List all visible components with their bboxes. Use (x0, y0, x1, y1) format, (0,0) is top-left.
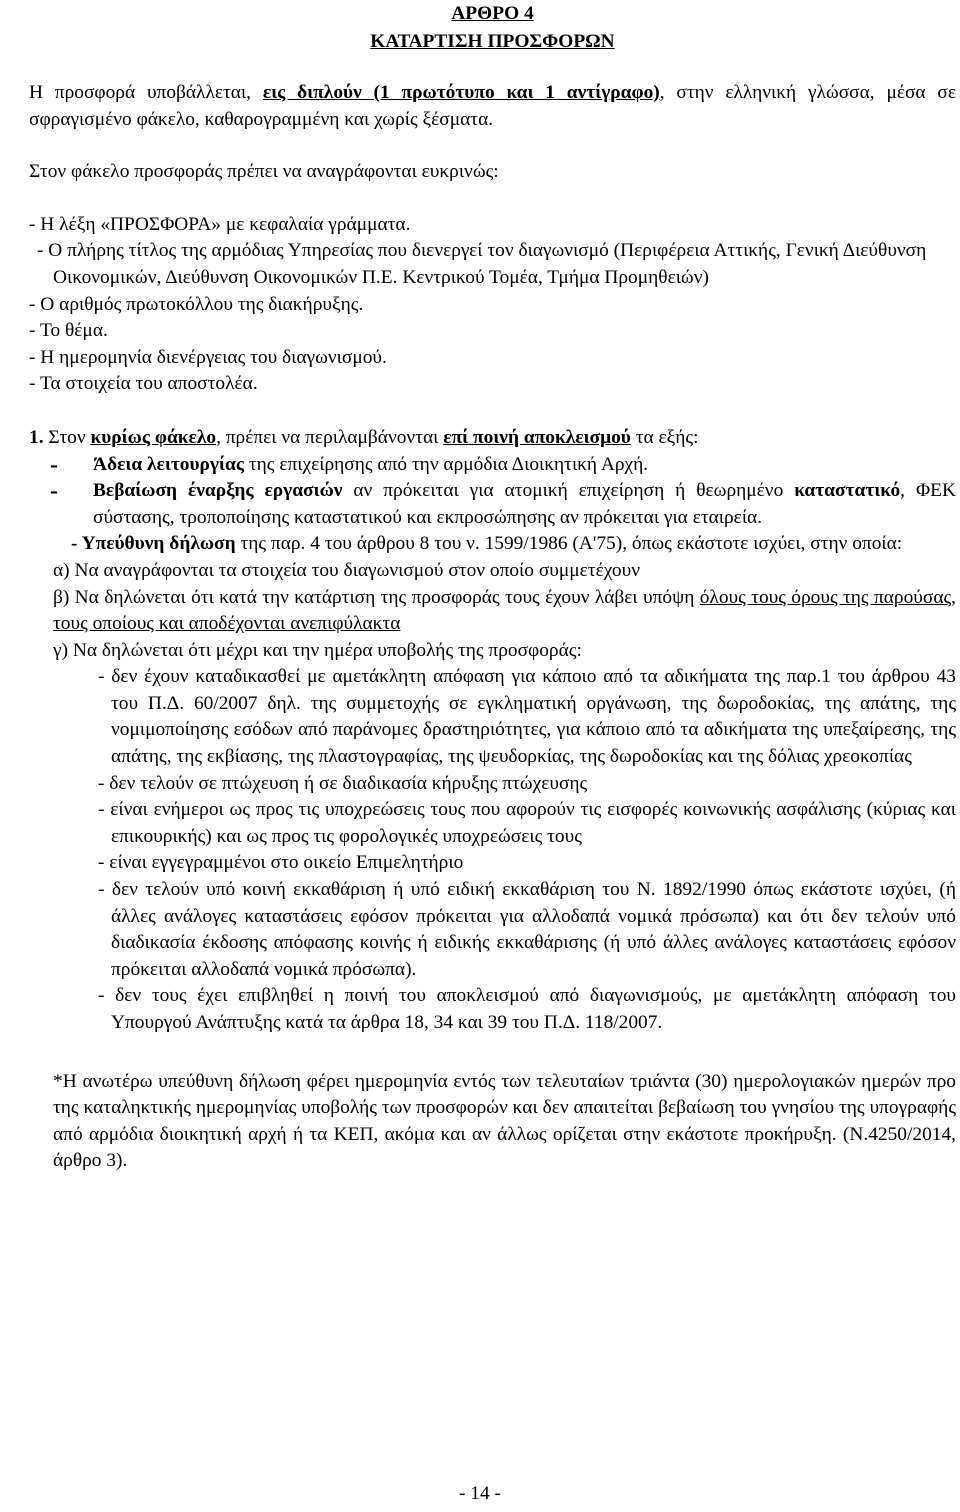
section-1-intro: 1. Στον κυρίως φάκελο, πρέπει να περιλαμβάνονται επί ποινή αποκλεισμού τα εξής: (29, 426, 699, 448)
requirement-start-certificate: - Βεβαίωση έναρξης εργασιών αν πρόκειται για ατομική επιχείρηση ή θεωρημένο καταστατικό, ΦΕΚ σύστασης, τροποποίησης καταστατικού και εκπροσώπησης αν πρόκειται για εταιρεία. (29, 478, 956, 531)
declaration-alpha: α) Να αναγράφονται τα στοιχεία του διαγωνισμού στον οποίο συμμετέχουν (53, 559, 640, 581)
envelope-item-sender: - Τα στοιχεία του αποστολέα. (29, 373, 258, 395)
intro-copies-emphasis: εις διπλούν (1 πρωτότυπο και 1 αντίγραφο) (262, 82, 660, 103)
envelope-item-authority: - Ο πλήρης τίτλος της αρμόδιας Υπηρεσίας που διενεργεί τον διαγωνισμό (Περιφέρεια Αττικής, Γενική Διεύθυνση Οικονομικών, Διεύθυνση Οικονομικών Π.Ε. Κεντρικού Τομέα, Τμήμα Προμηθειών) (37, 240, 927, 288)
requirement-declaration: - Υπεύθυνη δήλωση της παρ. 4 του άρθρου 8 του ν. 1599/1986 (Α'75), όπως εκάστοτε ισχύει, στην οποία: (71, 533, 903, 555)
page-number: - 14 - (458, 1483, 501, 1504)
declaration-gamma: γ) Να δηλώνεται ότι μέχρι και την ημέρα υποβολής της προσφοράς: (53, 639, 582, 661)
declaration-subitem: - είναι ενήμεροι ως προς τις υποχρεώσεις τους που αφορούν τις εισφορές κοινωνικής ασφάλισης (κύριας και επικουρικής) και ως προς τις φορολογικές υποχρεώσεις τους (98, 799, 956, 847)
declaration-subitem: - δεν έχουν καταδικασθεί με αμετάκλητη απόφαση για κάποιο από τα αδικήματα της παρ.1 του άρθρου 43 του Π.Δ. 60/2007 δηλ. της συμμετοχής σε εγκληματική οργάνωση, της δωροδοκίας, της απάτης, της νομιμοποίησης εσόδων από παράνομες δραστηριότητες, για κάποιο από τα αδικήματα της υπεξαίρεσης, της απάτης, της εκβίασης, της πλαστογραφίας, της ψευδορκίας, της δωροδοκίας και της δόλιας χρεοκοπίας (98, 666, 956, 768)
article-heading (29, 0, 956, 56)
declaration-subitem: - είναι εγγεγραμμένοι στο οικείο Επιμελητήριο (98, 852, 464, 874)
declaration-subitem: - δεν τελούν υπό κοινή εκκαθάριση ή υπό ειδική εκκαθάριση του Ν. 1892/1990 όπως εκάστοτε ισχύει, (ή άλλες ανάλογες καταστάσεις εφόσον πρόκειται για αλλοδαπά νομικά πρόσωπα) και ότι δεν τελούν υπό διαδικασία έκδοσης απόφασης κοινής ή ειδικής εκκαθάρισης (ή υπό άλλες ανάλογες καταστάσεις εφόσον πρόκειται αλλοδαπά νομικά πρόσωπα). (98, 879, 956, 980)
requirement-license: - Άδεια λειτουργίας της επιχείρησης από την αρμόδια Διοικητική Αρχή. (29, 452, 956, 479)
declaration-subitem: - δεν τους έχει επιβληθεί η ποινή του αποκλεισμού από διαγωνισμούς, με αμετάκλητη απόφαση του Υπουργού Ανάπτυξης κατά τα άρθρα 18, 34 και 39 του Π.Δ. 118/2007. (98, 985, 956, 1033)
envelope-item-word: - Η λέξη «ΠΡΟΣΦΟΡΑ» με κεφαλαία γράμματα. (29, 213, 411, 235)
intro-paragraph (29, 80, 956, 133)
beta-underlined-terms: όλους τους όρους της παρούσας, τους οποίους και αποδέχονται ανεπιφύλακτα (53, 586, 957, 635)
envelope-item-date: - Η ημερομηνία διενέργειας του διαγωνισμού. (29, 346, 387, 368)
main-envelope-emphasis: κυρίως φάκελο (90, 426, 217, 448)
exclusion-emphasis: επί ποινή αποκλεισμού (443, 426, 631, 448)
section-1-number: 1. (29, 426, 44, 448)
dash-marker: - (50, 478, 58, 505)
declaration-note: *Η ανωτέρω υπεύθυνη δήλωση φέρει ημερομηνία εντός των τελευταίων τριάντα (30) ημερολογιακών ημερών προ της καταληκτικής ημερομηνίας υποβολής των προσφορών και δεν απαιτείται βεβαίωση του γνησίου της υπογραφής από αρμόδια διοικητική αρχή ή τα ΚΕΠ, ακόμα και αν άλλως ορίζεται στην εκάστοτε προκήρυξη. (Ν.4250/2014, άρθρο 3). (53, 1070, 956, 1172)
article-subtitle: ΚΑΤΑΡΤΙΣΗ ΠΡΟΣΦΟΡΩΝ (370, 31, 615, 52)
document-page (29, 0, 956, 1175)
envelope-heading: Στον φάκελο προσφοράς πρέπει να αναγράφονται ευκρινώς: (29, 161, 499, 183)
article-title: ΑΡΘΡΟ 4 (451, 3, 534, 24)
declaration-subitem: - δεν τελούν σε πτώχευση ή σε διαδικασία κήρυξης πτώχευσης (98, 772, 588, 794)
intro-text-a: Η προσφορά υποβάλλεται, (29, 82, 263, 103)
dash-marker: - (50, 451, 58, 478)
envelope-item-subject: - Το θέμα. (29, 320, 108, 342)
declaration-beta: β) Να δηλώνεται ότι κατά την κατάρτιση της προσφοράς τους έχουν λάβει υπόψη όλους τους όρους της παρούσας, τους οποίους και αποδέχονται ανεπιφύλακτα (53, 586, 957, 635)
intro-text-c: , στην ελληνική γλώσσα, μέσα σε σφραγισμένο φάκελο, καθαρογραμμένη και χωρίς ξέσματα. (29, 82, 956, 130)
envelope-item-protocol: - Ο αριθμός πρωτοκόλλου της διακήρυξης. (29, 293, 364, 315)
